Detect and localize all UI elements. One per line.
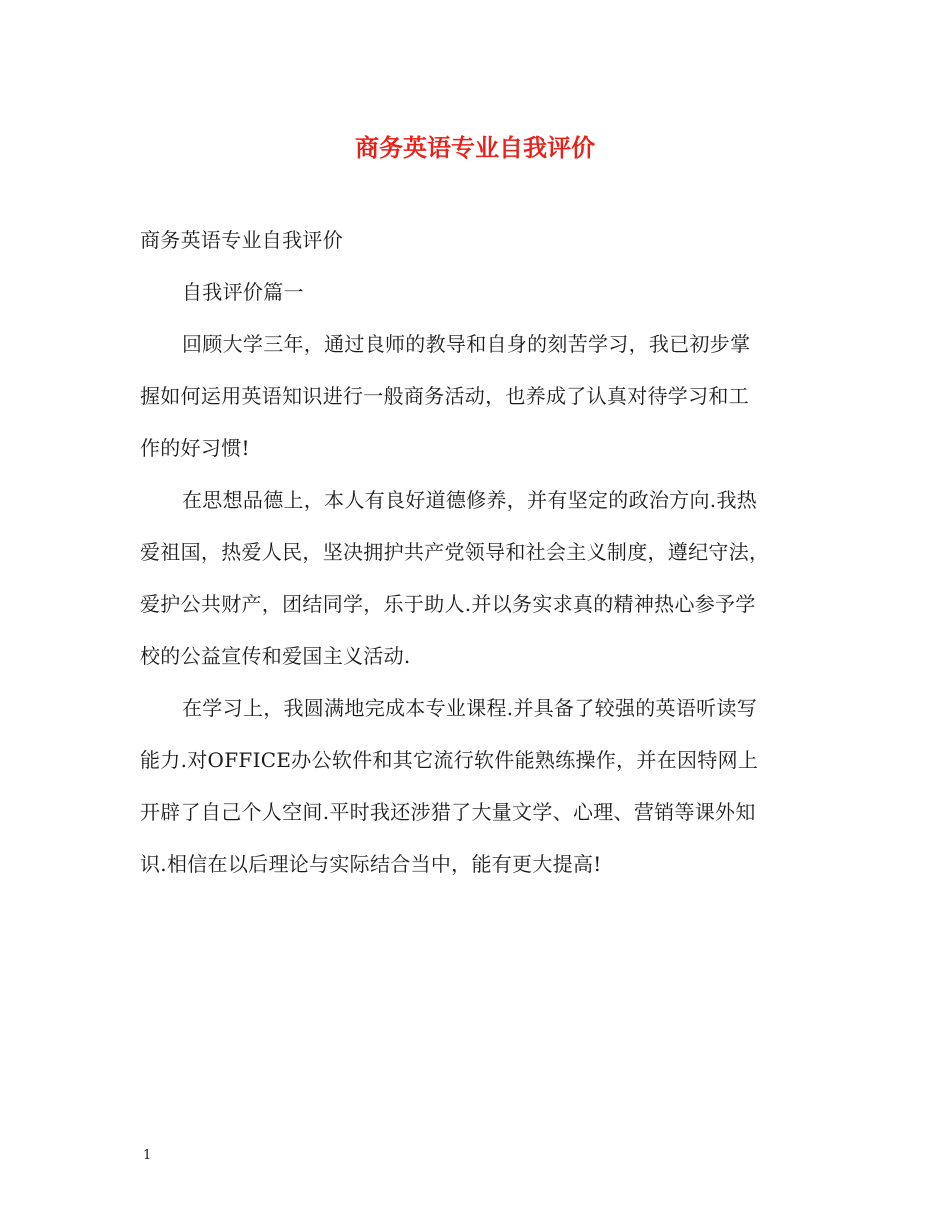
text-line: 作的好习惯!	[140, 436, 250, 460]
text-line: 自我评价篇一	[182, 280, 304, 304]
text-line: 握如何运用英语知识进行一般商务活动，也养成了认真对待学习和工	[140, 384, 749, 408]
text-line: 在学习上，我圆满地完成本专业课程.并具备了较强的英语听读写	[182, 696, 758, 720]
text-line: 回顾大学三年，通过良师的教导和自身的刻苦学习，我已初步掌	[182, 332, 751, 356]
text-line: 识.相信在以后理论与实际结合当中，能有更大提高!	[140, 852, 602, 876]
page-number: 1	[143, 1148, 152, 1163]
text-line: 商务英语专业自我评价	[140, 228, 343, 252]
text-line: 爱护公共财产，团结同学，乐于助人.并以务实求真的精神热心参予学	[140, 592, 756, 616]
document-body	[140, 214, 808, 890]
text-line: 开辟了自己个人空间.平时我还涉猎了大量文学、心理、营销等课外知	[140, 800, 756, 824]
document-title: 商务英语专业自我评价	[355, 134, 595, 162]
text-line: 能力.对OFFICE办公软件和其它流行软件能熟练操作，并在因特网上	[140, 748, 759, 772]
text-line: 爱祖国，热爱人民，坚决拥护共产党领导和社会主义制度，遵纪守法，	[140, 540, 770, 564]
text-line: 在思想品德上，本人有良好道德修养，并有坚定的政治方向.我热	[182, 488, 758, 512]
text-line: 校的公益宣传和爱国主义活动.	[140, 644, 411, 668]
